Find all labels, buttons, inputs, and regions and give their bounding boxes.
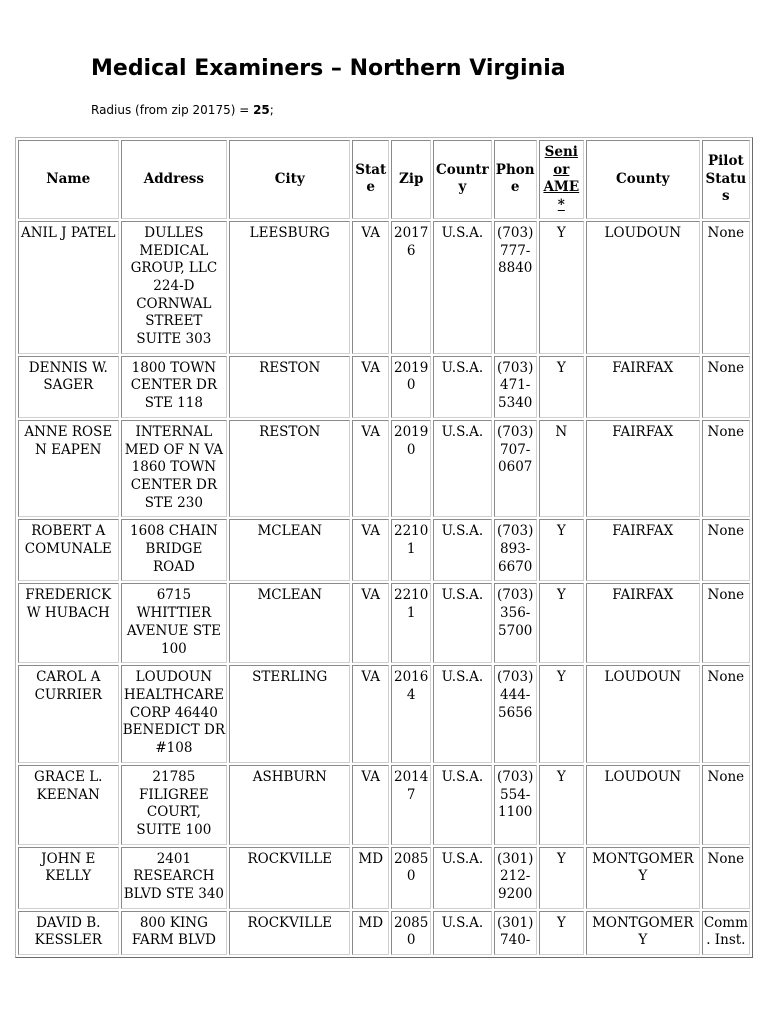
phone-cell: (703) 893-6670 (494, 519, 537, 581)
senior-ame-cell: Y (539, 847, 584, 909)
radius-value: 25 (253, 103, 270, 117)
table-row (18, 583, 750, 663)
state-cell: VA (352, 519, 389, 581)
examiner-name-cell: GRACE L. KEENAN (18, 765, 119, 845)
city-cell: ROCKVILLE (229, 911, 350, 955)
pilot-status-cell: None (702, 221, 750, 354)
examiner-name-cell: ANIL J PATEL (18, 221, 119, 354)
table-row (18, 221, 750, 354)
senior-ame-cell: Y (539, 583, 584, 663)
city-cell: STERLING (229, 665, 350, 763)
county-cell: LOUDOUN (586, 665, 700, 763)
senior-ame-cell: Y (539, 665, 584, 763)
zip-cell: 20164 (391, 665, 431, 763)
examiner-name-cell: DENNIS W. SAGER (18, 356, 119, 418)
senior-ame-link[interactable]: Senior AME* (543, 144, 580, 214)
table-row (18, 665, 750, 763)
phone-cell: (703) 554-1100 (494, 765, 537, 845)
country-cell: U.S.A. (433, 583, 491, 663)
senior-ame-cell: Y (539, 356, 584, 418)
table-row (18, 911, 750, 955)
phone-cell: (703) 444-5656 (494, 665, 537, 763)
state-cell: VA (352, 356, 389, 418)
address-cell: 6715 WHITTIER AVENUE STE 100 (121, 583, 228, 663)
senior-ame-cell: Y (539, 911, 584, 955)
pilot-status-cell: None (702, 765, 750, 845)
county-cell: FAIRFAX (586, 356, 700, 418)
col-header-city: City (229, 140, 350, 219)
county-cell: LOUDOUN (586, 765, 700, 845)
pilot-status-cell: Comm. Inst. (702, 911, 750, 955)
examiners-table (15, 137, 753, 958)
table-row (18, 420, 750, 518)
col-header-name: Name (18, 140, 119, 219)
phone-cell: (301) 212-9200 (494, 847, 537, 909)
county-cell: MONTGOMERY (586, 911, 700, 955)
country-cell: U.S.A. (433, 911, 491, 955)
examiner-name-cell: FREDERICK W HUBACH (18, 583, 119, 663)
phone-cell: (703) 356-5700 (494, 583, 537, 663)
city-cell: MCLEAN (229, 519, 350, 581)
country-cell: U.S.A. (433, 420, 491, 518)
col-header-senior-ame[interactable] (539, 140, 584, 219)
page-title: Medical Examiners – Northern Virginia (91, 56, 566, 81)
pilot-status-cell: None (702, 356, 750, 418)
pilot-status-cell: None (702, 847, 750, 909)
zip-cell: 20190 (391, 356, 431, 418)
address-cell: 1608 CHAIN BRIDGE ROAD (121, 519, 228, 581)
examiner-name-cell: ANNE ROSE N EAPEN (18, 420, 119, 518)
state-cell: MD (352, 911, 389, 955)
col-header-state: State (352, 140, 389, 219)
address-cell: 2401 RESEARCH BLVD STE 340 (121, 847, 228, 909)
city-cell: RESTON (229, 356, 350, 418)
county-cell: FAIRFAX (586, 583, 700, 663)
county-cell: LOUDOUN (586, 221, 700, 354)
examiner-name-cell: DAVID B. KESSLER (18, 911, 119, 955)
phone-cell: (301) 740- (494, 911, 537, 955)
state-cell: VA (352, 765, 389, 845)
address-cell: DULLES MEDICAL GROUP, LLC 224-D CORNWAL STREET SUITE 303 (121, 221, 228, 354)
table-row (18, 765, 750, 845)
address-cell: INTERNAL MED OF N VA 1860 TOWN CENTER DR STE 230 (121, 420, 228, 518)
senior-ame-cell: Y (539, 765, 584, 845)
city-cell: LEESBURG (229, 221, 350, 354)
city-cell: ROCKVILLE (229, 847, 350, 909)
examiner-name-cell: ROBERT A COMUNALE (18, 519, 119, 581)
country-cell: U.S.A. (433, 519, 491, 581)
county-cell: FAIRFAX (586, 420, 700, 518)
phone-cell: (703) 707-0607 (494, 420, 537, 518)
col-header-phone: Phone (494, 140, 537, 219)
radius-line (91, 103, 274, 117)
city-cell: MCLEAN (229, 583, 350, 663)
address-cell: 1800 TOWN CENTER DR STE 118 (121, 356, 228, 418)
country-cell: U.S.A. (433, 665, 491, 763)
country-cell: U.S.A. (433, 221, 491, 354)
pilot-status-cell: None (702, 420, 750, 518)
pilot-status-cell: None (702, 665, 750, 763)
state-cell: VA (352, 665, 389, 763)
col-header-country: Country (433, 140, 491, 219)
address-cell: 800 KING FARM BLVD (121, 911, 228, 955)
city-cell: RESTON (229, 420, 350, 518)
table-row (18, 519, 750, 581)
pilot-status-cell: None (702, 583, 750, 663)
zip-cell: 20850 (391, 911, 431, 955)
country-cell: U.S.A. (433, 356, 491, 418)
state-cell: VA (352, 221, 389, 354)
table-row (18, 356, 750, 418)
zip-cell: 20176 (391, 221, 431, 354)
county-cell: FAIRFAX (586, 519, 700, 581)
address-cell: LOUDOUN HEALTHCARE CORP 46440 BENEDICT DR #108 (121, 665, 228, 763)
pilot-status-cell: None (702, 519, 750, 581)
state-cell: VA (352, 583, 389, 663)
phone-cell: (703) 471-5340 (494, 356, 537, 418)
examiner-name-cell: CAROL A CURRIER (18, 665, 119, 763)
header-row (18, 140, 750, 219)
senior-ame-cell: N (539, 420, 584, 518)
senior-ame-cell: Y (539, 221, 584, 354)
col-header-address: Address (121, 140, 228, 219)
radius-suffix: ; (269, 103, 274, 117)
zip-cell: 22101 (391, 583, 431, 663)
zip-cell: 20147 (391, 765, 431, 845)
table-row (18, 847, 750, 909)
senior-ame-cell: Y (539, 519, 584, 581)
col-header-pilot-status: Pilot Status (702, 140, 750, 219)
col-header-county: County (586, 140, 700, 219)
zip-cell: 20190 (391, 420, 431, 518)
examiner-name-cell: JOHN E KELLY (18, 847, 119, 909)
address-cell: 21785 FILIGREE COURT, SUITE 100 (121, 765, 228, 845)
county-cell: MONTGOMERY (586, 847, 700, 909)
state-cell: MD (352, 847, 389, 909)
zip-cell: 22101 (391, 519, 431, 581)
col-header-zip: Zip (391, 140, 431, 219)
state-cell: VA (352, 420, 389, 518)
radius-label: Radius (from zip 20175) = (91, 103, 254, 117)
city-cell: ASHBURN (229, 765, 350, 845)
zip-cell: 20850 (391, 847, 431, 909)
phone-cell: (703) 777-8840 (494, 221, 537, 354)
country-cell: U.S.A. (433, 765, 491, 845)
country-cell: U.S.A. (433, 847, 491, 909)
